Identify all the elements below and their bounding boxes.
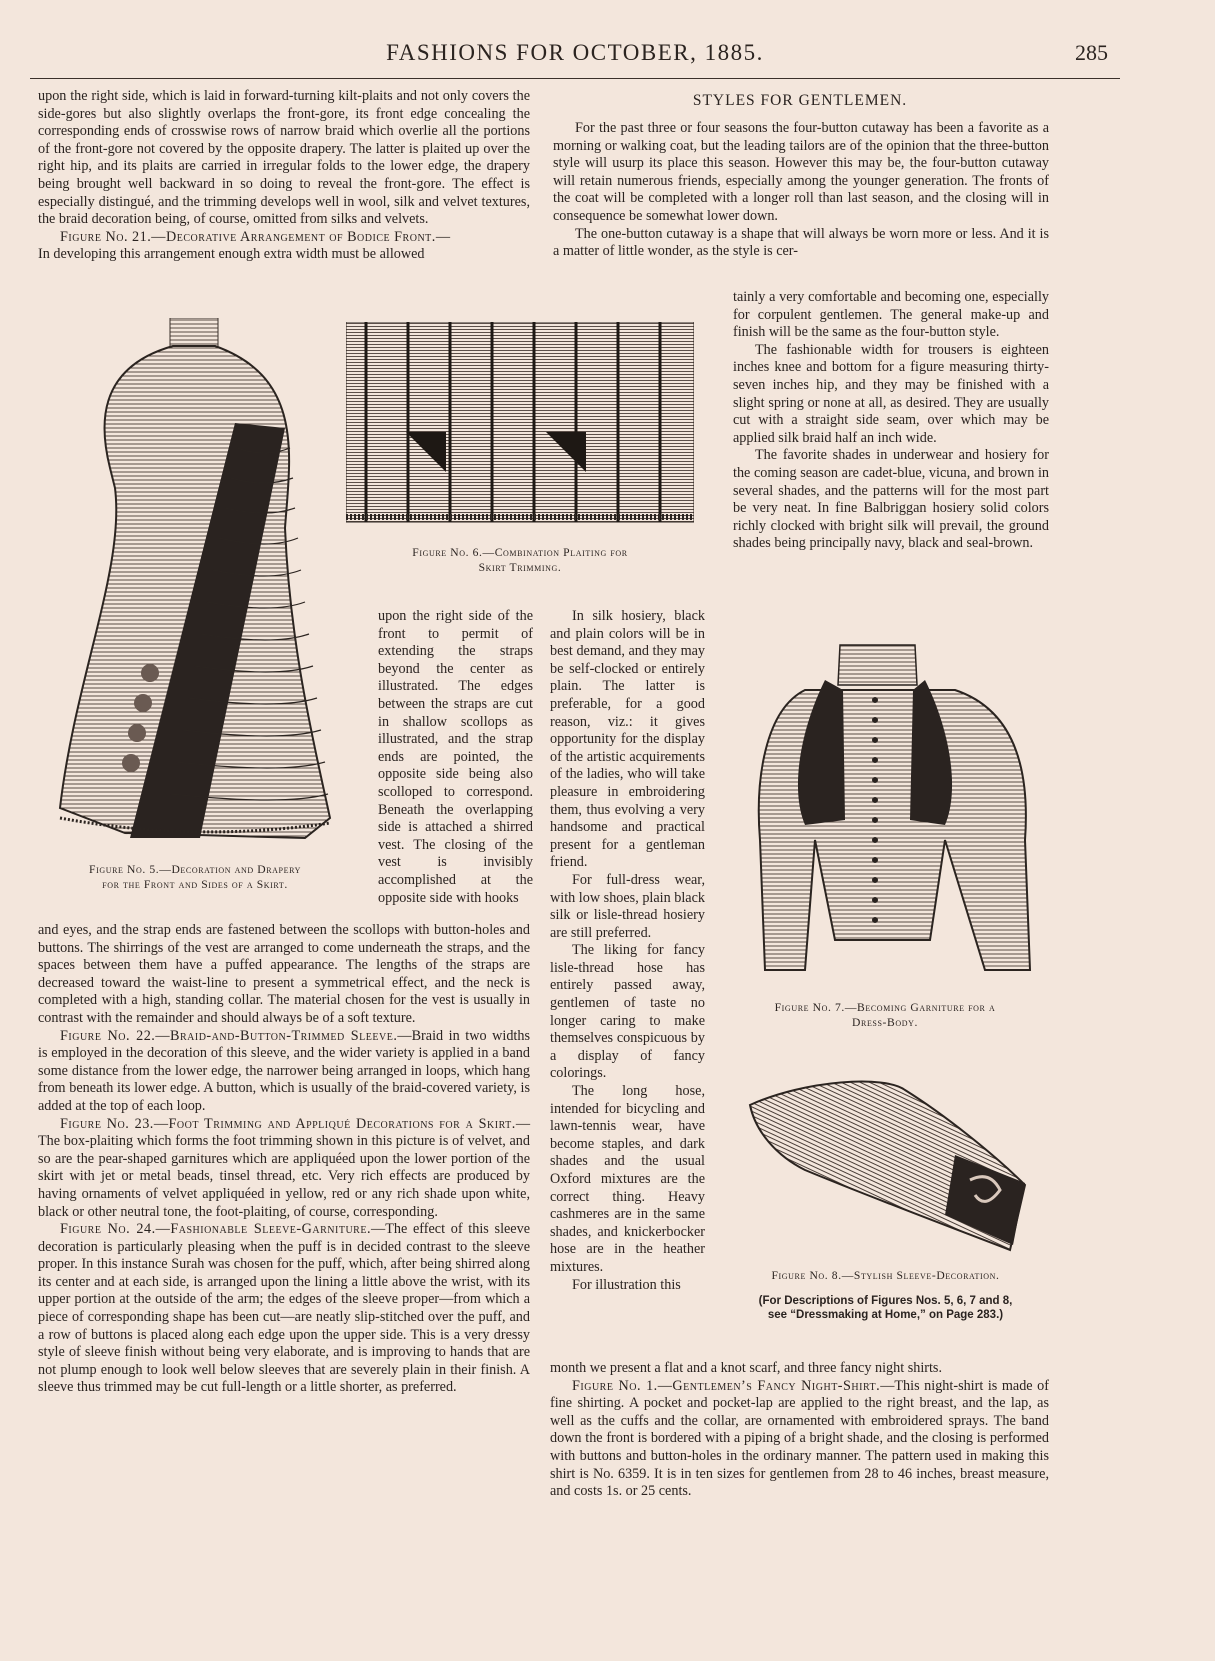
figure-23-heading: Figure No. 23.—Foot Trimming and Appliqué Decorations for a Skirt. (60, 1115, 516, 1132)
paragraph: tainly a very comfortable and becoming one, especially for corpulent gentlemen. The general make-up and finish will be the same as the four-button style. (733, 289, 1049, 341)
plaiting-engraving (346, 322, 694, 532)
figure-5-caption (30, 862, 360, 892)
figure-7-caption (720, 1000, 1050, 1030)
paragraph-body: —Braid in two widths is employed in the decoration of this sleeve, and the wider variety is applied in a band some distance from the lower edge, the narrower being arranged in loops, which hang from beneath its lower edge. A button, which is usually of the braid-covered variety, is added at the top of each loop. (38, 1027, 530, 1114)
figure-6-caption (346, 545, 694, 575)
caption-line: Skirt Trimming. (478, 561, 562, 574)
section-heading: STYLES FOR GENTLEMEN. (692, 92, 908, 109)
paragraph-body: —This night-shirt is made of fine shirting. A pocket and pocket-lap are applied to the right breast, and the lap, as well as the cuffs and the collar, are ornamented with embroidered sprays. The band down the front is bordered with a piping of a bright shade, and the closing is performed with buttons and button-holes in the ordinary manner. The pattern used in making this shirt is No. 6359. It is in ten sizes for gentlemen from 28 to 46 inches, breast measure, and costs 1s. or 25 cents. (550, 1377, 1049, 1500)
caption-line: Figure No. 6.—Combination Plaiting for (412, 546, 628, 559)
figure-1-heading: Figure No. 1.—Gentlemen’s Fancy Night-Shirt. (572, 1377, 881, 1394)
caption-line: Figure No. 7.—Becoming Garniture for a (774, 1001, 996, 1014)
note-line: see “Dressmaking at Home,” on Page 283.) (767, 1309, 1004, 1321)
middle-column-text (378, 608, 533, 907)
skirt-drapery-engraving (55, 318, 340, 848)
figure-21-heading: Figure No. 21.—Decorative Arrangement of Bodice Front.— (60, 228, 451, 245)
paragraph (38, 1028, 530, 1116)
paragraph: The long hose, intended for bicycling and lawn-tennis wear, have become staples, and dark shades and the usual Oxford mixtures are the correct thing. Heavy cashmeres are in the same shades, and knickerbocker hose are in the heather mixtures. (550, 1083, 705, 1275)
figure-5-skirt-engraving (55, 318, 340, 848)
paragraph: upon the right side of the front to permit of extending the straps beyond the center as illustrated. The edges between the straps are cut in shallow scollops as illustrated, and the strap ends are pointed, the opposite side being also scolloped to correspond. Beneath the overlapping side is attached a shirred vest. The closing of the vest is invisibly accomplished at the opposite side with hooks (378, 608, 533, 906)
left-bottom-text (38, 922, 530, 1397)
paragraph: upon the right side, which is laid in forward-turning kilt-plaits and not only covers the side-gores but also slightly overlaps the front-gore, its front edge concealing the corresponding ends of crosswise rows of narrow braid which overlie all the portions of the front-gore not covered by the opposite drapery. The latter is plaited up over the right hip, and its plaits are carried in irregular folds to the lower edge, the drapery being brought well backward in so doing to reveal the front-gore. The effect is especially distingué, and the trimming develops well in wool, silk and velvet textures, the braid decoration being, of course, omitted from silks and velvets. (38, 88, 530, 228)
figure-22-heading: Figure No. 22.—Braid-and-Button-Trimmed Sleeve. (60, 1027, 398, 1044)
caption-line: Figure No. 5.—Decoration and Drapery (89, 863, 301, 876)
paragraph: In silk hosiery, black and plain colors will be in best demand, and they may be self-clocked or entirely plain. The latter is preferable, for a good reason, viz.: it gives opportunity for the display of the artistic acquirements of the ladies, who will take pleasure in embroidering them, thus evolving a very handsome and practical present for a gentleman friend. (550, 608, 705, 871)
paragraph (38, 1116, 530, 1222)
figure-8-caption (718, 1268, 1053, 1283)
paragraph-body: —The effect of this sleeve decoration is particularly pleasing when the puff is in decided contrast to the sleeve proper. In this instance Surah was chosen for the puff, which, after being shirred along its center and at each side, is arranged upon the lining a little above the wrist, with its upper portion at the outside of the arm; the edges of the sleeve proper—from which a piece of corresponding shape has been cut—are neatly slip-stitched over the puff, and a row of buttons is placed along each edge upon the upper side. This is a very dressy style of sleeve finish without being very elaborate, and is improving to hands that are not plump enough to look well below sleeves that are severely plain in their finish. A sleeve thus trimmed may be cut full-length or a little shorter, as preferred. (38, 1221, 530, 1396)
right-narrow-text (733, 289, 1049, 553)
right-bottom-text (550, 1360, 1049, 1501)
note-line: (For Descriptions of Figures Nos. 5, 6, 7 and 8, (758, 1295, 1013, 1307)
figure-descriptions-note (718, 1294, 1053, 1322)
dress-body-engraving (745, 640, 1045, 980)
page-number: 285 (1075, 40, 1108, 65)
figure-24-heading: Figure No. 24.—Fashionable Sleeve-Garniture. (60, 1221, 371, 1238)
paragraph (38, 1221, 530, 1397)
paragraph: month we present a flat and a knot scarf, and three fancy night shirts. (550, 1360, 942, 1376)
paragraph: and eyes, and the strap ends are fastened between the scollops with button-holes and buttons. The shirrings of the vest are arranged to come underneath the straps, and the spaces between them have a puffed appearance. The lengths of the straps are decreased toward the waist-line to present a symmetrical effect, and the neck is completed with a high, standing collar. The material chosen for the vest is usually in contrast with the remainder and should always be of a soft texture. (38, 922, 530, 1026)
paragraph: For the past three or four seasons the four-button cutaway has been a favorite as a morning or walking coat, but the leading tailors are of the opinion that the three-button style will usurp its place this season. However this may be, the four-button cutaway will retain numerous friends, especially among the younger generation. The fronts of the coat will be completed with a longer roll than last season, and the closing will in consequence be somewhat lower down. (553, 120, 1049, 224)
figure-6-plaiting-engraving (346, 322, 694, 532)
caption-line: Figure No. 8.—Stylish Sleeve-Decoration. (771, 1269, 1000, 1282)
paragraph (38, 229, 530, 247)
figure-8-sleeve-engraving (745, 1075, 1035, 1255)
paragraph: The fashionable width for trousers is eighteen inches knee and bottom for a figure measuring thirty-seven inches hip, and they may be finished with a slight spring or none at all, as desired. They are usually cut with a straight side seam, over which may be applied silk braid half an inch wide. (733, 341, 1049, 446)
caption-line: for the Front and Sides of a Skirt. (102, 878, 288, 891)
paragraph (550, 1378, 1049, 1501)
paragraph: The favorite shades in underwear and hosiery for the coming season are cadet-blue, vicuna, and brown in several shades, and the patterns will for the most part be very neat. In fine Balbriggan hosiery solid colors richly clocked with bright silk will prevail, the ground shades being principally navy, black and seal-brown. (733, 447, 1049, 552)
paragraph: The liking for fancy lisle-thread hose has entirely passed away, gentlemen of taste no longer caring to make themselves conspicuous by a display of fancy colorings. (550, 942, 705, 1082)
caption-line: Dress-Body. (852, 1016, 918, 1029)
page-header (30, 38, 1120, 79)
paragraph: For illustration this (572, 1276, 681, 1293)
figure-7-dress-body-engraving (745, 640, 1045, 980)
paragraph: The one-button cutaway is a shape that will always be worn more or less. And it is a matter of little wonder, as the style is cer- (553, 225, 1049, 260)
right-top-text (553, 120, 1049, 261)
paragraph: For full-dress wear, with low shoes, plain black silk or lisle-thread hosiery are still preferred. (550, 871, 705, 941)
paragraph: In developing this arrangement enough extra width must be allowed (38, 246, 425, 263)
left-top-text (38, 88, 530, 264)
hosiery-column-text (550, 608, 705, 1294)
running-title: FASHIONS FOR OCTOBER, 1885. (386, 40, 764, 65)
paragraph-body: —The box-plaiting which forms the foot trimming shown in this picture is of velvet, and so are the pear-shaped garnitures which are appliquéed upon the lower portion of the skirt with jet or metal beads, tinsel thread, etc. Very rich effects are produced by having ornaments of velvet appliquéed in yellow, red or any rich shade upon white, black or other neutral tone, the foot-plaiting, of course, corresponding. (38, 1115, 530, 1220)
sleeve-engraving (745, 1075, 1035, 1255)
